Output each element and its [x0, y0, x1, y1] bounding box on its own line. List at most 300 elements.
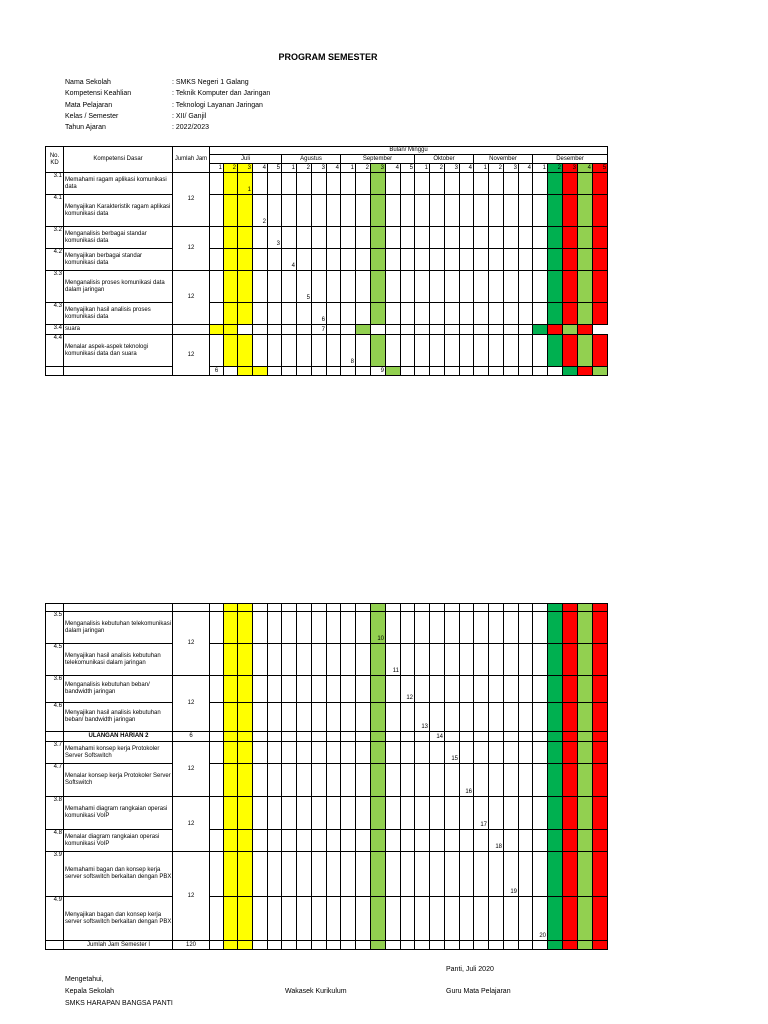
week-cell	[504, 195, 519, 227]
week-cell	[563, 303, 578, 325]
week-cell	[327, 271, 341, 303]
week-cell	[489, 325, 504, 335]
week-cell	[401, 173, 415, 195]
week-cell	[386, 303, 401, 325]
week-cell	[371, 644, 386, 676]
week-cell	[519, 941, 533, 950]
week-cell	[224, 227, 238, 249]
week-cell	[327, 249, 341, 271]
week-cell	[415, 195, 430, 227]
week-cell	[519, 325, 533, 335]
week-cell	[445, 897, 460, 941]
week-cell	[415, 271, 430, 303]
week-cell	[268, 897, 282, 941]
week-cell	[341, 325, 356, 335]
week-cell	[533, 830, 548, 852]
kd-number	[46, 604, 64, 612]
week-cell	[224, 797, 238, 830]
week-cell	[593, 173, 608, 195]
table-row	[46, 644, 608, 676]
kd-number: 3.1	[46, 173, 64, 195]
kd-number: 4.8	[46, 830, 64, 852]
week-cell	[533, 195, 548, 227]
week-cell	[253, 335, 268, 367]
week-cell	[401, 897, 415, 941]
week-cell	[297, 732, 312, 742]
week-cell	[224, 195, 238, 227]
week-cell	[563, 195, 578, 227]
week-cell	[563, 852, 578, 897]
week-cell	[519, 797, 533, 830]
week-cell	[297, 227, 312, 249]
kd-number: 4.3	[46, 303, 64, 325]
week-cell	[297, 195, 312, 227]
week-cell	[356, 195, 371, 227]
week-cell	[504, 612, 519, 644]
week-cell	[430, 335, 445, 367]
kd-description: Memahami diagram rangkaian operasi komunikasi VoIP	[64, 797, 173, 830]
week-cell	[297, 852, 312, 897]
week-cell	[253, 852, 268, 897]
week-cell	[268, 173, 282, 195]
week-cell	[445, 195, 460, 227]
week-cell	[341, 195, 356, 227]
month-header: September	[341, 155, 415, 164]
week-cell	[327, 335, 341, 367]
week-cell	[327, 797, 341, 830]
week-cell	[297, 604, 312, 612]
week-cell	[445, 703, 460, 732]
week-cell	[504, 830, 519, 852]
week-cell	[415, 604, 430, 612]
week-cell	[563, 271, 578, 303]
month-header: Desember	[533, 155, 608, 164]
week-cell	[401, 941, 415, 950]
kd-description: Menalar konsep kerja Protokoler Server Softswitch	[64, 764, 173, 797]
week-cell	[578, 325, 593, 335]
table-row	[46, 830, 608, 852]
week-header: 5	[593, 164, 608, 173]
table-row	[46, 797, 608, 830]
week-cell	[430, 941, 445, 950]
kd-number: 3.4	[46, 325, 64, 335]
week-cell	[312, 764, 327, 797]
week-marker: 15	[445, 742, 460, 764]
week-cell	[474, 703, 489, 732]
week-cell	[356, 797, 371, 830]
week-cell	[327, 303, 341, 325]
kd-description: Menyajikan hasil analisis kebutuhan beban/ bandwidth jaringan	[64, 703, 173, 732]
week-cell	[238, 227, 253, 249]
week-cell	[341, 612, 356, 644]
week-cell	[519, 367, 533, 376]
week-cell	[445, 604, 460, 612]
week-cell	[327, 367, 341, 376]
week-cell	[282, 676, 297, 703]
week-cell	[548, 249, 563, 271]
week-cell	[371, 764, 386, 797]
week-cell	[312, 732, 327, 742]
week-header: 3	[371, 164, 386, 173]
week-cell	[297, 941, 312, 950]
kepala-sekolah-label: Kepala Sekolah	[65, 988, 115, 995]
jumlah-jam: 12	[173, 797, 210, 852]
week-cell	[386, 764, 401, 797]
week-cell	[371, 703, 386, 732]
week-cell	[548, 173, 563, 195]
week-cell	[356, 852, 371, 897]
table-top-spacer	[46, 604, 608, 612]
week-cell	[327, 325, 341, 335]
week-cell	[563, 612, 578, 644]
week-cell	[445, 335, 460, 367]
wakasek-label: Wakasek Kurikulum	[285, 988, 347, 995]
week-cell	[386, 604, 401, 612]
week-cell	[415, 173, 430, 195]
week-cell	[327, 941, 341, 950]
week-cell	[430, 227, 445, 249]
week-header: 3	[312, 164, 327, 173]
week-cell	[563, 676, 578, 703]
week-cell	[578, 367, 593, 376]
week-cell	[489, 249, 504, 271]
jumlah-jam: 12	[173, 271, 210, 325]
week-marker: 18	[489, 830, 504, 852]
week-cell	[430, 830, 445, 852]
week-cell	[593, 303, 608, 325]
kd-number: 3.9	[46, 852, 64, 897]
week-cell	[593, 227, 608, 249]
info-labels	[65, 77, 131, 133]
table-row	[46, 742, 608, 764]
week-cell	[401, 764, 415, 797]
week-cell	[386, 676, 401, 703]
week-cell	[210, 644, 224, 676]
week-cell	[356, 897, 371, 941]
week-cell	[297, 303, 312, 325]
week-cell	[489, 676, 504, 703]
week-cell	[430, 325, 445, 335]
week-cell	[371, 604, 386, 612]
week-marker: 1	[238, 173, 253, 195]
week-cell	[593, 644, 608, 676]
week-cell	[268, 676, 282, 703]
week-cell	[297, 897, 312, 941]
week-cell	[253, 941, 268, 950]
guru-label: Guru Mata Pelajaran	[446, 988, 511, 995]
week-cell	[224, 271, 238, 303]
week-cell	[282, 742, 297, 764]
week-cell	[578, 703, 593, 732]
week-cell	[519, 195, 533, 227]
week-cell	[210, 764, 224, 797]
week-cell	[224, 676, 238, 703]
week-header: 2	[548, 164, 563, 173]
week-cell	[371, 195, 386, 227]
week-cell	[401, 303, 415, 325]
week-cell	[356, 173, 371, 195]
week-cell	[341, 764, 356, 797]
week-cell	[297, 644, 312, 676]
week-cell	[430, 195, 445, 227]
week-cell	[430, 604, 445, 612]
week-cell	[371, 303, 386, 325]
week-cell	[460, 797, 474, 830]
kd-description: Memahami konsep kerja Protokoler Server Softswitch	[64, 742, 173, 764]
week-cell	[430, 249, 445, 271]
week-cell	[268, 644, 282, 676]
kd-description: Memahami bagan dan konsep kerja server softswitch berkaitan dengan PBX	[64, 852, 173, 897]
week-cell	[519, 644, 533, 676]
week-cell	[253, 367, 268, 376]
week-cell	[578, 249, 593, 271]
week-cell	[445, 249, 460, 271]
kd-description: Jumlah Jam Semester I	[64, 941, 173, 950]
week-cell	[489, 644, 504, 676]
week-cell	[519, 335, 533, 367]
table-row	[46, 367, 608, 376]
week-cell	[282, 797, 297, 830]
program-semester-table-1	[45, 146, 608, 376]
week-cell	[430, 644, 445, 676]
week-cell	[356, 732, 371, 742]
jumlah-jam: 120	[173, 941, 210, 950]
week-cell	[430, 742, 445, 764]
week-cell	[474, 830, 489, 852]
week-cell	[445, 732, 460, 742]
week-cell	[371, 732, 386, 742]
week-cell	[563, 742, 578, 764]
week-cell	[253, 227, 268, 249]
week-cell	[504, 604, 519, 612]
week-cell	[430, 703, 445, 732]
week-cell	[445, 830, 460, 852]
kd-description: Menganalisis berbagai standar komunikasi data	[64, 227, 173, 249]
week-cell	[238, 676, 253, 703]
kd-description: Menalar aspek-aspek teknologi komunikasi data dan suara	[64, 335, 173, 367]
header-jumlah-jam: Jumlah Jam	[173, 147, 210, 173]
week-cell	[401, 742, 415, 764]
week-cell	[282, 173, 297, 195]
week-cell	[445, 303, 460, 325]
week-cell	[593, 676, 608, 703]
week-cell	[474, 852, 489, 897]
kd-number: 4.2	[46, 249, 64, 271]
week-cell	[489, 742, 504, 764]
week-marker: 19	[504, 852, 519, 897]
kd-description: Menyajikan bagan dan konsep kerja server softswitch berkaitan dengan PBX	[64, 897, 173, 941]
week-marker: 14	[430, 732, 445, 742]
week-marker: 12	[401, 676, 415, 703]
week-cell	[489, 612, 504, 644]
week-cell	[578, 612, 593, 644]
place-date: Panti, Juli 2020	[446, 966, 494, 973]
week-cell	[238, 604, 253, 612]
week-cell	[224, 644, 238, 676]
week-cell	[253, 897, 268, 941]
kd-description: Menyajikan hasil analisis proses komunikasi data	[64, 303, 173, 325]
week-cell	[386, 271, 401, 303]
week-cell	[386, 227, 401, 249]
week-cell	[415, 852, 430, 897]
week-cell	[474, 249, 489, 271]
week-cell	[282, 335, 297, 367]
week-cell	[253, 830, 268, 852]
week-cell	[268, 367, 282, 376]
week-cell	[460, 335, 474, 367]
week-cell	[356, 604, 371, 612]
week-cell	[238, 897, 253, 941]
week-cell	[341, 249, 356, 271]
week-cell	[371, 325, 386, 335]
table-row	[46, 249, 608, 271]
week-cell	[401, 271, 415, 303]
week-cell	[312, 703, 327, 732]
week-cell	[578, 897, 593, 941]
week-cell	[224, 335, 238, 367]
week-cell	[489, 764, 504, 797]
week-cell	[489, 703, 504, 732]
week-cell	[238, 941, 253, 950]
week-cell	[533, 764, 548, 797]
week-cell	[578, 227, 593, 249]
week-cell	[297, 325, 312, 335]
week-cell	[489, 852, 504, 897]
week-header: 5	[401, 164, 415, 173]
jumlah-jam: 12	[173, 852, 210, 941]
week-cell	[210, 897, 224, 941]
week-cell	[401, 644, 415, 676]
kd-number: 4.7	[46, 764, 64, 797]
week-cell	[224, 703, 238, 732]
week-cell	[460, 644, 474, 676]
week-cell	[238, 852, 253, 897]
week-cell	[593, 335, 608, 367]
week-cell	[460, 271, 474, 303]
week-cell	[386, 830, 401, 852]
week-cell	[282, 830, 297, 852]
week-cell	[593, 852, 608, 897]
week-cell	[533, 367, 548, 376]
week-cell	[253, 325, 268, 335]
week-cell	[312, 852, 327, 897]
week-cell	[519, 604, 533, 612]
week-cell	[386, 195, 401, 227]
week-cell	[341, 227, 356, 249]
week-cell	[312, 830, 327, 852]
week-cell	[519, 764, 533, 797]
week-header: 3	[445, 164, 460, 173]
week-cell	[533, 249, 548, 271]
week-cell	[282, 644, 297, 676]
week-cell	[282, 227, 297, 249]
kd-number	[46, 367, 64, 376]
week-header: 3	[504, 164, 519, 173]
week-cell	[341, 173, 356, 195]
week-cell	[210, 604, 224, 612]
week-cell	[210, 797, 224, 830]
kd-number: 4.6	[46, 703, 64, 732]
week-cell	[297, 764, 312, 797]
week-cell	[268, 732, 282, 742]
week-cell	[533, 676, 548, 703]
week-cell	[445, 227, 460, 249]
week-cell	[578, 676, 593, 703]
kd-description: Memahami ragam aplikasi komunikasi data	[64, 173, 173, 195]
week-cell	[474, 897, 489, 941]
week-cell	[593, 941, 608, 950]
week-cell	[533, 612, 548, 644]
week-cell	[430, 764, 445, 797]
week-cell	[224, 604, 238, 612]
week-cell	[268, 195, 282, 227]
week-marker: 4	[282, 249, 297, 271]
week-cell	[563, 941, 578, 950]
week-cell	[238, 612, 253, 644]
week-cell	[327, 852, 341, 897]
week-cell	[371, 676, 386, 703]
week-cell	[519, 703, 533, 732]
month-header: Oktober	[415, 155, 474, 164]
week-cell	[563, 897, 578, 941]
week-cell	[253, 303, 268, 325]
week-cell	[430, 797, 445, 830]
week-cell	[356, 764, 371, 797]
week-cell	[268, 703, 282, 732]
week-cell	[430, 271, 445, 303]
week-cell	[548, 325, 563, 335]
week-cell	[268, 742, 282, 764]
table-row	[46, 897, 608, 941]
week-cell	[224, 732, 238, 742]
week-cell	[297, 173, 312, 195]
week-cell	[312, 335, 327, 367]
week-cell	[210, 195, 224, 227]
week-cell	[401, 325, 415, 335]
week-cell	[489, 797, 504, 830]
week-cell	[460, 303, 474, 325]
week-cell	[474, 173, 489, 195]
week-cell	[312, 797, 327, 830]
week-header: 4	[578, 164, 593, 173]
week-cell	[415, 676, 430, 703]
week-cell	[430, 303, 445, 325]
week-cell	[386, 173, 401, 195]
week-cell	[415, 941, 430, 950]
week-cell	[341, 941, 356, 950]
week-cell	[578, 644, 593, 676]
week-cell	[460, 941, 474, 950]
week-cell	[489, 367, 504, 376]
week-cell	[445, 325, 460, 335]
week-header: 2	[224, 164, 238, 173]
week-header: 2	[297, 164, 312, 173]
table-row	[46, 173, 608, 195]
week-cell	[504, 732, 519, 742]
week-cell	[282, 764, 297, 797]
week-cell	[371, 227, 386, 249]
week-cell	[519, 173, 533, 195]
week-header: 3	[238, 164, 253, 173]
week-cell	[460, 604, 474, 612]
week-cell	[460, 897, 474, 941]
header-row-title	[46, 147, 608, 155]
week-cell	[415, 830, 430, 852]
week-header: 2	[430, 164, 445, 173]
week-cell	[489, 732, 504, 742]
week-cell	[224, 941, 238, 950]
week-cell	[504, 797, 519, 830]
